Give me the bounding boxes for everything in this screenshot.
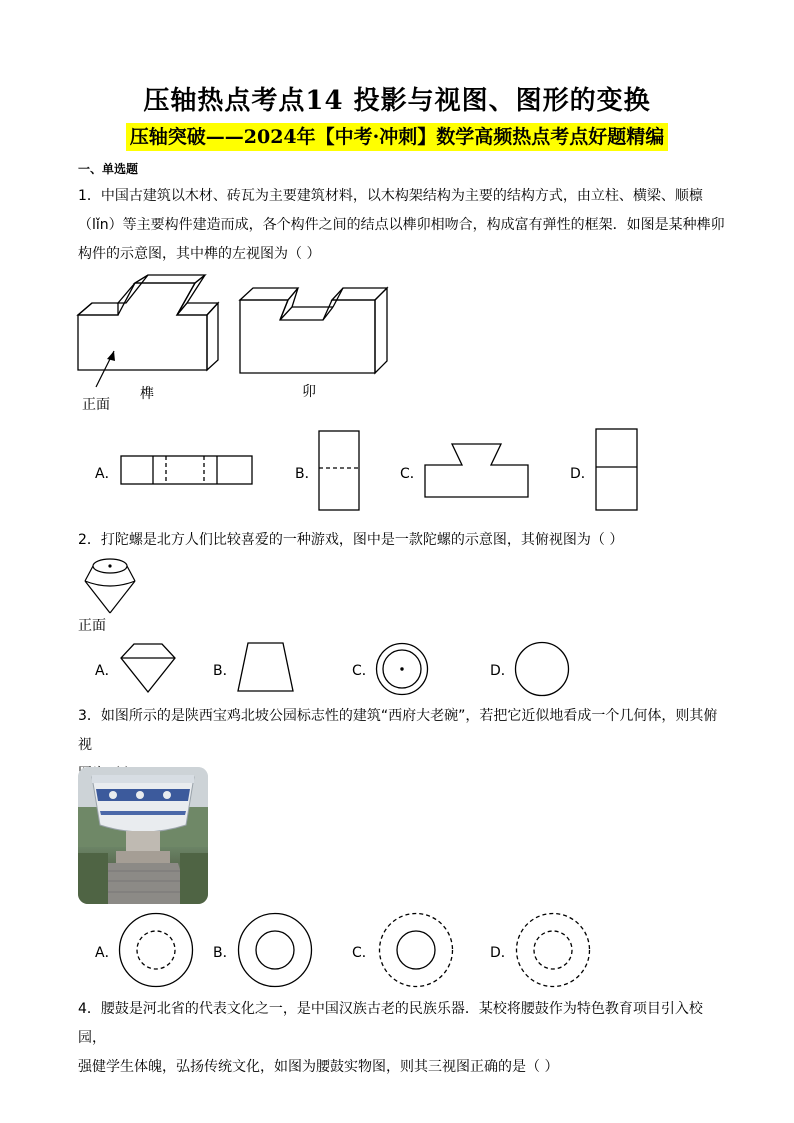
question-4-line-2: 强健学生体魄，弘扬传统文化，如图为腰鼓实物图，则其三视图正确的是（ ） <box>78 1059 559 1075</box>
spinning-top-front-label: 正面 <box>78 618 106 634</box>
q3-option-d-figure <box>515 912 591 988</box>
question-2-line-1: 2．打陀螺是北方人们比较喜爱的一种游戏，图中是一款陀螺的示意图，其俯视图为（ ） <box>78 532 624 548</box>
q2-option-a-figure <box>120 643 176 693</box>
q2-option-b[interactable]: B． <box>213 663 237 679</box>
front-label: 正面 <box>82 397 110 413</box>
question-4-line-1: 4．腰鼓是河北省的代表文化之一，是中国汉族古老的民族乐器．某校将腰鼓作为特色教育项目引入校园， <box>78 1001 703 1046</box>
mortise-label: 卯 <box>302 384 316 400</box>
q2-option-d-figure <box>514 641 570 697</box>
mortise-figure <box>235 285 390 380</box>
big-bowl-photo <box>78 767 208 904</box>
question-1-text <box>78 182 728 269</box>
page-subtitle: 压轴突破——2024年【中考·冲刺】数学高频热点考点好题精编 <box>126 123 669 151</box>
tenon-label: 榫 <box>140 386 154 402</box>
q2-option-a[interactable]: A． <box>95 663 119 679</box>
q3-option-b-figure <box>237 912 313 988</box>
q1-option-b-figure <box>318 430 360 511</box>
q1-option-b[interactable]: B． <box>295 466 319 482</box>
big-bowl-illustration <box>78 767 208 904</box>
page-title: 压轴热点考点14 投影与视图、图形的变换 <box>143 86 651 116</box>
spinning-top-figure <box>80 557 140 617</box>
q1-option-c[interactable]: C． <box>400 466 424 482</box>
q2-option-c[interactable]: C． <box>352 663 376 679</box>
question-1-line-1: 1．中国古建筑以木材、砖瓦为主要建筑材料，以木构架结构为主要的结构方式，由立柱、横梁、顺檩 <box>78 188 703 204</box>
question-1-line-2: （lǐn）等主要构件建造而成，各个构件之间的结点以榫卯相吻合，构成富有弹性的框架．如图是某种榫卯 <box>78 217 725 233</box>
q1-option-a[interactable]: A． <box>95 466 119 482</box>
question-4-text <box>78 995 728 1082</box>
q3-option-c[interactable]: C． <box>352 945 376 961</box>
question-1-line-3: 构件的示意图，其中榫的左视图为（ ） <box>78 246 321 262</box>
q3-option-b[interactable]: B． <box>213 945 237 961</box>
q1-option-a-figure <box>120 455 253 485</box>
question-2-text <box>78 526 728 555</box>
q1-option-c-figure <box>424 443 529 498</box>
q1-option-d[interactable]: D． <box>570 466 595 482</box>
q1-option-d-figure <box>595 428 638 511</box>
q3-option-a-figure <box>118 912 194 988</box>
q2-option-d[interactable]: D． <box>490 663 515 679</box>
q2-option-b-figure <box>237 642 294 692</box>
q3-option-d[interactable]: D． <box>490 945 515 961</box>
q2-option-c-figure <box>375 642 429 696</box>
q3-option-a[interactable]: A． <box>95 945 119 961</box>
question-3-line-1: 3．如图所示的是陕西宝鸡北坡公园标志性的建筑“西府大老碗”，若把它近似地看成一个几何体，则其俯视 <box>78 708 718 753</box>
q3-option-c-figure <box>378 912 454 988</box>
section-heading: 一、单选题 <box>78 162 139 176</box>
subtitle-wrapper <box>0 123 794 151</box>
